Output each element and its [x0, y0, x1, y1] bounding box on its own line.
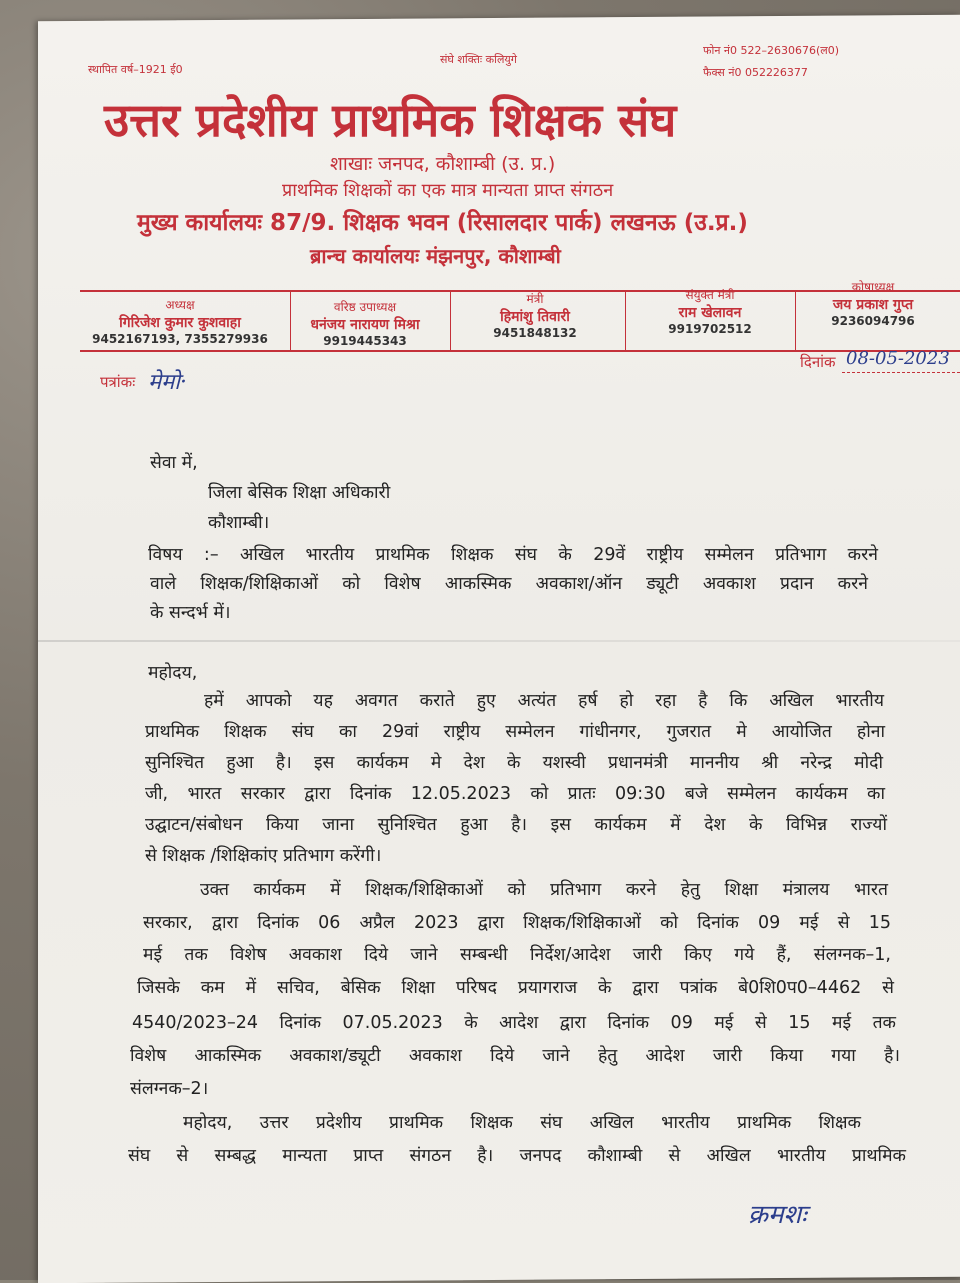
- paragraph-line: जिसके कम में सचिव, बेसिक शिक्षा परिषद प्रयागराज के द्वारा पत्रांक बे0शि0प0–4462 से: [137, 978, 894, 998]
- officer-role: अध्यक्ष: [165, 298, 195, 312]
- officer-divider: [795, 292, 796, 352]
- paragraph-line: से शिक्षक /शिक्षिकांए प्रतिभाग करेंगी।: [145, 846, 382, 866]
- paragraph-line: 4540/2023–24 दिनांक 07.05.2023 के आदेश द्वारा दिनांक 09 मई से 15 मई तक: [132, 1013, 896, 1033]
- officer-name: गिरिजेश कुमार कुशवाहा: [119, 315, 241, 331]
- officer-phone: 9451848132: [493, 326, 577, 340]
- officer-phone: 9919702512: [668, 322, 752, 336]
- officer-name: जय प्रकाश गुप्त: [832, 297, 914, 313]
- officer-president: [80, 296, 280, 346]
- motto: संघे शक्तिः कलियुगे: [440, 53, 517, 66]
- officer-role: कोषाध्यक्ष: [851, 280, 895, 294]
- officer-name: राम खेलावन: [678, 305, 742, 321]
- phone-number: फोन नं0 522–2630676(ल0): [703, 44, 840, 57]
- branch-name: शाखाः जनपद, कौशाम्बी (उ. प्र.): [330, 153, 556, 175]
- paragraph-line: सुनिश्चित हुआ है। इस कार्यकम मे देश के यशस्वी प्रधानमंत्री माननीय श्री नरेन्द्र मोदी: [145, 753, 883, 773]
- paragraph-line: उद्घाटन/संबोधन किया जाना सुनिश्चित हुआ है। इस कार्यकम में देश के विभिन्न राज्यों: [145, 815, 887, 835]
- salutation-to: सेवा में,: [150, 453, 198, 473]
- officer-phone: 9452167193, 7355279936: [92, 332, 268, 346]
- branch-office: ब्रान्च कार्यालयः मंझनपुर, कौशाम्बी: [310, 244, 561, 268]
- date-value: 08-05-2023: [846, 348, 950, 369]
- fax-number: फैक्स नं0 052226377: [703, 66, 808, 79]
- date-label: दिनांक: [800, 353, 836, 371]
- paragraph-line: विशेष आकस्मिक अवकाश/ड्यूटी अवकाश दिये जाने हेतु आदेश जारी किया गया है।: [130, 1046, 900, 1066]
- contact-block: [703, 40, 839, 84]
- recipient-line: जिला बेसिक शिक्षा अधिकारी: [208, 483, 391, 503]
- officer-senior-vice-president: [290, 298, 440, 348]
- subject-line: वाले शिक्षक/शिक्षिकाओं को विशेष आकस्मिक अवकाश/ऑन ड्यूटी अवकाश प्रदान करने: [150, 574, 868, 594]
- recipient-line: कौशाम्बी।: [208, 513, 270, 533]
- greeting: महोदय,: [148, 663, 198, 683]
- officer-phone: 9236094796: [831, 314, 915, 328]
- subject-line: के सन्दर्भ में।: [150, 603, 231, 623]
- paragraph-line: संघ से सम्बद्ध मान्यता प्राप्त संगठन है। जनपद कौशाम्बी से अखिल भारतीय प्राथमिक: [128, 1146, 906, 1166]
- officer-divider: [450, 292, 451, 352]
- org-tagline: प्राथमिक शिक्षकों का एक मात्र मान्यता प्राप्त संगठन: [282, 180, 614, 201]
- paragraph-line: महोदय, उत्तर प्रदेशीय प्राथमिक शिक्षक संघ अखिल भारतीय प्राथमिक शिक्षक: [183, 1113, 861, 1133]
- officer-name: धनंजय नारायण मिश्रा: [310, 317, 420, 333]
- paragraph-line: मई तक विशेष अवकाश दिये जाने सम्बन्धी निर्देश/आदेश जारी किए गये हैं, संलग्नक–1,: [143, 945, 891, 965]
- date-underline: [842, 372, 960, 373]
- subject-line: विषय :– अखिल भारतीय प्राथमिक शिक्षक संघ के 29वें राष्ट्रीय सम्मेलन प्रतिभाग करने: [148, 545, 878, 565]
- paragraph-line: प्राथमिक शिक्षक संघ का 29वां राष्ट्रीय सम्मेलन गांधीनगर, गुजरात मे आयोजित होना: [145, 722, 885, 742]
- paragraph-line: उक्त कार्यकम में शिक्षक/शिक्षिकाओं को प्रतिभाग करने हेतु शिक्षा मंत्रालय भारत: [200, 880, 888, 900]
- officer-joint-secretary: [630, 286, 790, 336]
- established-year: स्थापित वर्ष–1921 ई0: [88, 63, 183, 76]
- officer-secretary: [455, 290, 615, 340]
- officer-divider: [625, 292, 626, 352]
- paragraph-line: हमें आपको यह अवगत कराते हुए अत्यंत हर्ष हो रहा है कि अखिल भारतीय: [204, 691, 884, 711]
- paragraph-line: जी, भारत सरकार द्वारा दिनांक 12.05.2023 को प्रातः 09:30 बजे सम्मेलन कार्यकम का: [145, 784, 885, 804]
- officer-role: वरिष्ठ उपाध्यक्ष: [333, 300, 397, 314]
- officer-role: संयुक्त मंत्री: [685, 288, 735, 302]
- paragraph-line: संलग्नक–2।: [130, 1079, 209, 1099]
- org-name: उत्तर प्रदेशीय प्राथमिक शिक्षक संघ: [104, 93, 677, 147]
- paragraph-line: सरकार, द्वारा दिनांक 06 अप्रैल 2023 द्वारा शिक्षक/शिक्षिकाओं को दिनांक 09 मई से 15: [143, 913, 891, 933]
- officer-phone: 9919445343: [323, 334, 407, 348]
- reference-value: मेमो·: [148, 370, 188, 395]
- officer-treasurer: [798, 278, 948, 328]
- continued-note: क्रमशः: [748, 1200, 807, 1230]
- head-office: मुख्य कार्यालयः 87/9. शिक्षक भवन (रिसालदार पार्क) लखनऊ (उ.प्र.): [137, 210, 748, 236]
- paper-fold: [38, 640, 960, 642]
- officer-role: मंत्री: [526, 292, 544, 306]
- reference-label: पत्रांकः: [100, 373, 136, 391]
- officer-name: हिमांशु तिवारी: [500, 309, 570, 325]
